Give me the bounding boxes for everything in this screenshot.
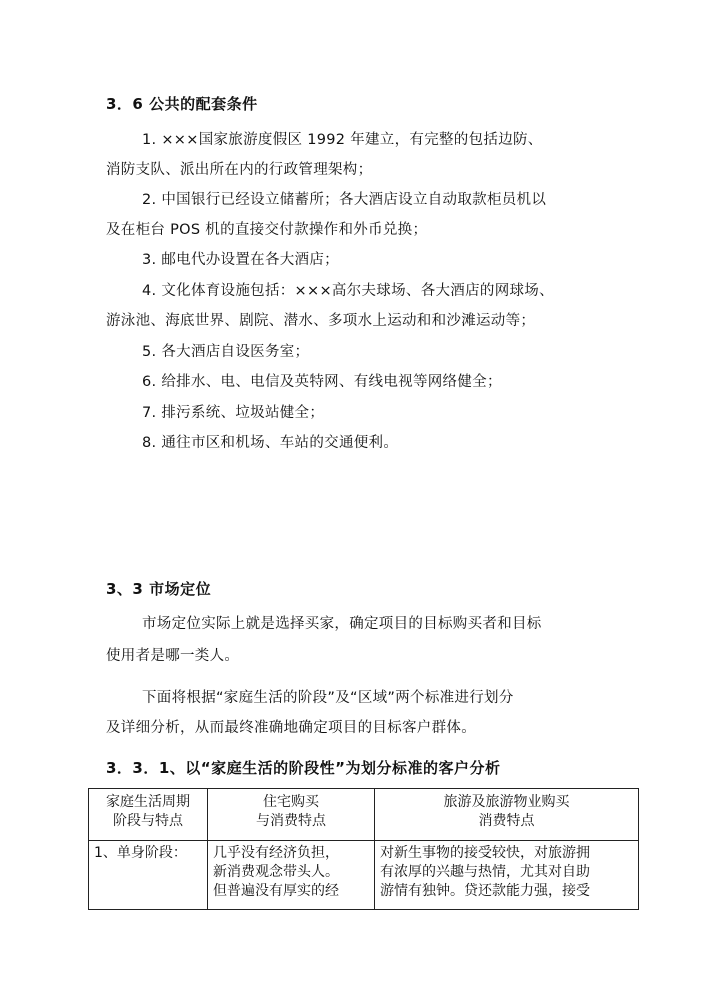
- paragraph-line: 及详细分析，从而最终准确地确定项目的目标客户群体。: [106, 720, 476, 736]
- paragraph-line: 1. ×××国家旅游度假区 1992 年建立，有完整的包括边防、: [142, 132, 543, 148]
- section-heading-3-3-1: 3．3．1、以“家庭生活的阶段性”为划分标准的客户分析: [106, 759, 501, 777]
- paragraph-line: 4. 文化体育设施包括：×××高尔夫球场、各大酒店的网球场、: [142, 283, 554, 299]
- table-row: [89, 841, 639, 910]
- paragraph-line: 2. 中国银行已经设立储蓄所；各大酒店设立自动取款柜员机以: [142, 192, 547, 208]
- paragraph-line: 3. 邮电代办设置在各大酒店；: [142, 252, 339, 268]
- section-heading-3-6: 3．6 公共的配套条件: [106, 95, 258, 113]
- header-cell-housing: 住宅购买 与消费特点: [208, 789, 375, 841]
- cell-stage: 1、单身阶段：: [89, 841, 208, 910]
- paragraph-line: 及在柜台 POS 机的直接交付款操作和外币兑换；: [106, 222, 428, 238]
- paragraph-line: 使用者是哪一类人。: [106, 648, 240, 664]
- paragraph-line: 7. 排污系统、垃圾站健全；: [142, 405, 325, 421]
- header-cell-stage: 家庭生活周期 阶段与特点: [89, 789, 208, 841]
- paragraph-line: 8. 通往市区和机场、车站的交通便利。: [142, 435, 399, 451]
- cell-tourism: 对新生事物的接受较快，对旅游拥 有浓厚的兴趣与热情，尤其对自助 游情有独钟。贷还款能力强，接受: [375, 841, 639, 910]
- customer-analysis-table: [88, 788, 639, 910]
- paragraph-line: 5. 各大酒店自设医务室；: [142, 344, 310, 360]
- paragraph-line: 市场定位实际上就是选择买家，确定项目的目标购买者和目标: [142, 616, 542, 632]
- paragraph-line: 6. 给排水、电、电信及英特网、有线电视等网络健全；: [142, 374, 502, 390]
- paragraph-line: 游泳池、海底世界、剧院、潜水、多项水上运动和和沙滩运动等；: [106, 313, 536, 329]
- table-header-row: [89, 789, 639, 841]
- section-heading-3-3: 3、3 市场定位: [106, 580, 212, 598]
- paragraph-line: 下面将根据“家庭生活的阶段”及“区域”两个标准进行划分: [142, 690, 514, 706]
- paragraph-line: 消防支队、派出所在内的行政管理架构；: [106, 162, 373, 178]
- cell-housing: 几乎没有经济负担， 新消费观念带头人。 但普遍没有厚实的经: [208, 841, 375, 910]
- header-cell-tourism: 旅游及旅游物业购买 消费特点: [375, 789, 639, 841]
